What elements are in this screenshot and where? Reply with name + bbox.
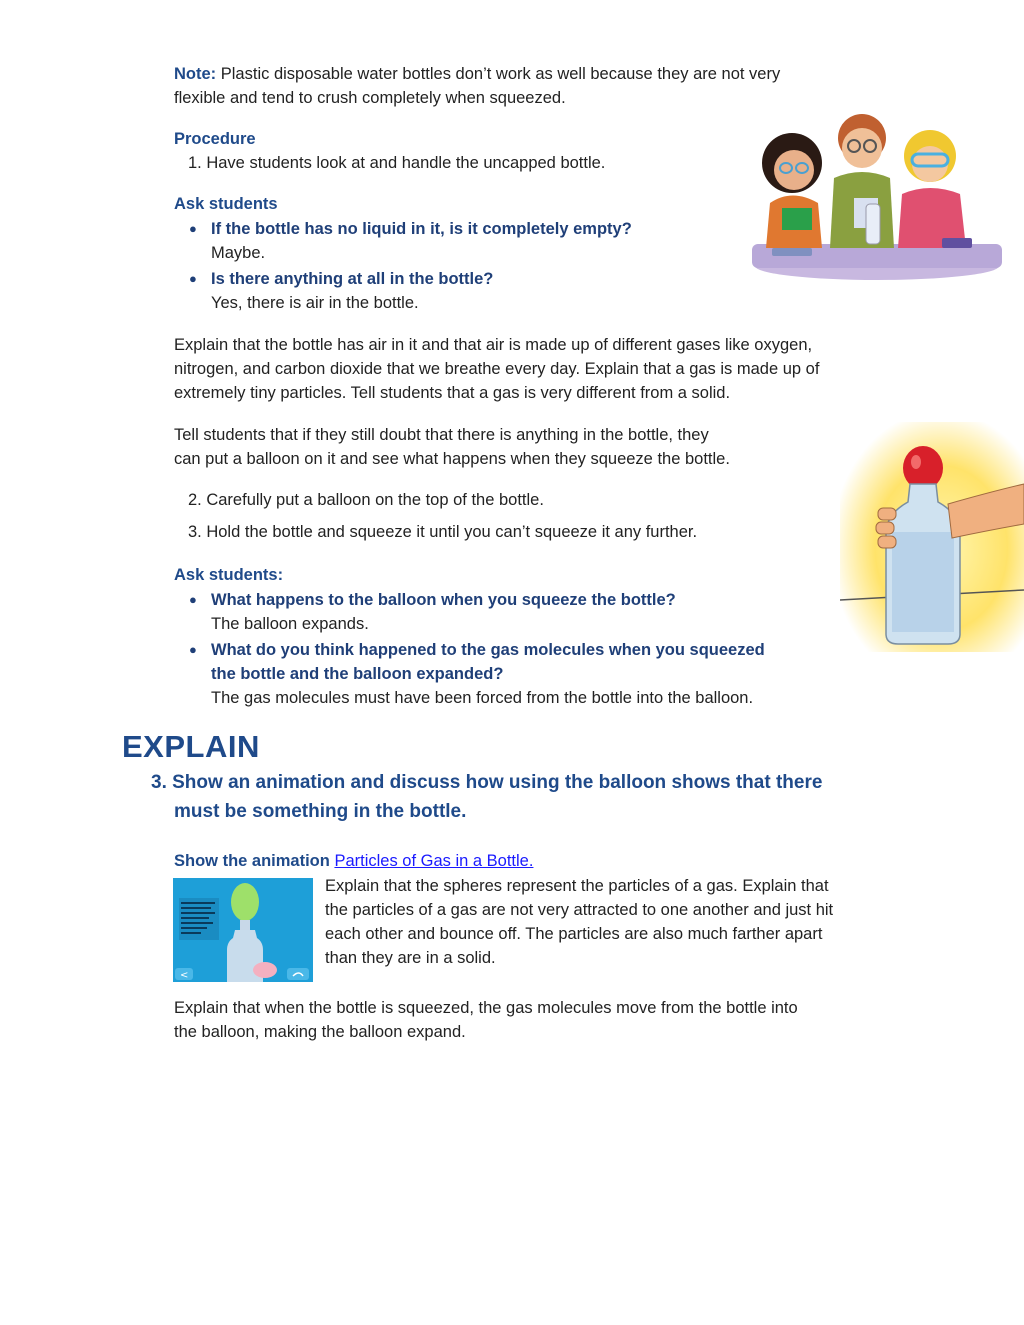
bottle-balloon-illustration [840, 422, 1024, 652]
answer-2: Yes, there is air in the bottle. [211, 294, 419, 312]
bullet: ● [189, 271, 197, 286]
paragraph-2-line-1: Tell students that if they still doubt that there is anything in the bottle, they [174, 426, 709, 444]
answer-1: Maybe. [211, 244, 266, 262]
question-4-line-2: the bottle and the balloon expanded? [211, 665, 504, 683]
question-4-line-1: What do you think happened to the gas molecules when you squeezed [211, 641, 765, 659]
bullet: ● [189, 592, 197, 607]
procedure-step-1: 1. Have students look at and handle the uncapped bottle. [188, 154, 606, 172]
explain-paragraph-line-1: Explain that the spheres represent the particles of a gas. Explain that [325, 877, 829, 895]
animation-link[interactable]: Particles of Gas in a Bottle. [334, 852, 534, 870]
paragraph-2-line-2: can put a balloon on it and see what happens when they squeeze the bottle. [174, 450, 730, 468]
explain-paragraph-line-2: the particles of a gas are not very attracted to one another and just hit [325, 901, 834, 919]
explain-paragraph-line-3: each other and bounce off. The particles are also much farther apart [325, 925, 823, 943]
explain-step-3-line-2: must be something in the bottle. [174, 801, 467, 822]
ask-students-heading-2: Ask students: [174, 566, 284, 584]
paragraph-1-line-1: Explain that the bottle has air in it and that air is made up of different gases like oxygen, [174, 336, 813, 354]
procedure-step-2: 2. Carefully put a balloon on the top of the bottle. [188, 491, 544, 509]
animation-thumbnail[interactable] [173, 878, 313, 982]
paragraph-1-line-2: nitrogen, and carbon dioxide that we breathe every day. Explain that a gas is made up of [174, 360, 820, 378]
procedure-heading: Procedure [174, 130, 256, 148]
ask-students-heading: Ask students [174, 195, 278, 213]
question-3: What happens to the balloon when you squeeze the bottle? [211, 591, 676, 609]
bullet: ● [189, 221, 197, 236]
paragraph-1-line-3: extremely tiny particles. Tell students that a gas is very different from a solid. [174, 384, 731, 402]
answer-3: The balloon expands. [211, 615, 369, 633]
explain-step-3-line-1: 3. Show an animation and discuss how using the balloon shows that there [151, 772, 823, 793]
procedure-step-3: 3. Hold the bottle and squeeze it until you can’t squeeze it any further. [188, 523, 698, 541]
answer-4: The gas molecules must have been forced from the bottle into the balloon. [211, 689, 754, 707]
note-text-2: flexible and tend to crush completely when squeezed. [174, 89, 566, 107]
note-text-1: Plastic disposable water bottles don’t work as well because they are not very [216, 65, 781, 83]
explain-paragraph-line-6: the balloon, making the balloon expand. [174, 1023, 466, 1041]
show-animation-line [174, 849, 533, 873]
note-line-1 [174, 62, 780, 86]
explain-paragraph-line-4: than they are in a solid. [325, 949, 496, 967]
note-label: Note: [174, 65, 217, 83]
question-2: Is there anything at all in the bottle? [211, 270, 494, 288]
explain-paragraph-line-5: Explain that when the bottle is squeezed, the gas molecules move from the bottle into [174, 999, 798, 1017]
students-illustration [752, 108, 1002, 283]
show-animation-label: Show the animation [174, 852, 330, 870]
svg-text:<: < [180, 970, 189, 981]
bullet: ● [189, 642, 197, 657]
question-1: If the bottle has no liquid in it, is it completely empty? [211, 220, 632, 238]
explain-heading: EXPLAIN [122, 729, 260, 764]
